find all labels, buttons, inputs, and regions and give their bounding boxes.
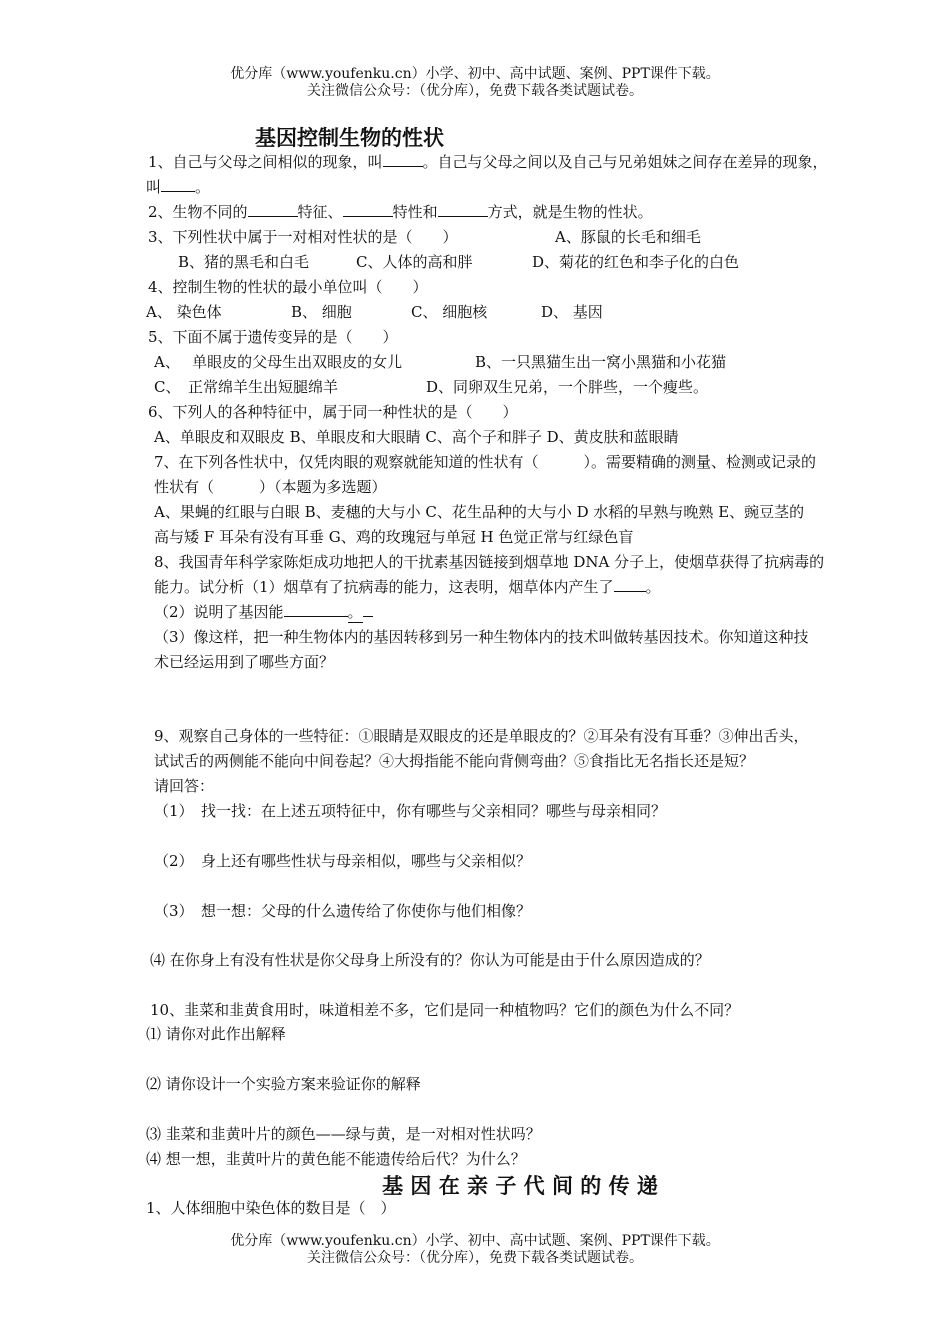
question-6-options: A、单眼皮和双眼皮 B、单眼皮和大眼睛 C、高个子和胖子 D、黄皮肤和蓝眼睛 [154,428,679,446]
question-1-line-2: 叫 。 [146,178,211,196]
question-8-line-1: 8、我国青年科学家陈炬成功地把人的干扰素基因链接到烟草地 DNA 分子上，使烟草获得了抗病毒的 [154,553,825,571]
question-5-option-a: A、 单眼皮的父母生出双眼皮的女儿 [154,353,403,371]
question-6-stem: 6、下列人的各种特征中，属于同一种性状的是（ ） [148,403,518,421]
question-5-option-d: D、同卵双生兄弟，一个胖些，一个瘦些。 [426,378,709,396]
page-header [0,66,950,100]
blank [383,152,423,167]
question-10-part-3: ⑶ 韭菜和韭黄叶片的颜色——绿与黄，是一对相对性状吗？ [146,1125,541,1143]
blank [438,202,488,217]
question-3-option-a: A、豚鼠的长毛和细毛 [555,228,701,246]
question-2: 2、生物不同的 特征、 特性和 方式，就是生物的性状。 [148,203,653,221]
question-8-line-2: 能力。试分析（1）烟草有了抗病毒的能力，这表明，烟草体内产生了 。 [154,578,661,596]
question-5-stem: 5、下面不属于遗传变异的是（ ） [148,328,398,346]
question-9-part-4: ⑷ 在你身上有没有性状是你父母身上所没有的？你认为可能是由于什么原因造成的？ [150,951,710,969]
blank [363,602,373,617]
question-4-option-b: B、 细胞 [291,303,352,321]
question-8-line-4: （3）像这样，把一种生物体内的基因转移到另一种生物体内的技术叫做转基因技术。你知道这种技 [154,628,809,646]
question-9-part-1: （1） 找一找：在上述五项特征中，你有哪些与父亲相同？哪些与母亲相同？ [154,802,667,820]
question-9-line-2: 试试舌的两侧能不能向中间卷起？④大拇指能不能向背侧弯曲？⑤食指比无名指长还是短？ [154,752,755,770]
question-9-part-3: （3） 想一想：父母的什么遗传给了你使你与他们相像？ [154,902,532,920]
page-footer [0,1233,950,1267]
blank [284,602,348,617]
question-5-option-b: B、一只黑猫生出一窝小黑猫和小花猫 [475,353,727,371]
question-4-option-a: A、 染色体 [146,303,222,321]
blank [161,177,195,192]
question-7-line-4: 高与矮 F 耳朵有没有耳垂 G、鸡的玫瑰冠与单冠 H 色觉正常与红绿色盲 [154,528,634,546]
header-line-2: 关注微信公众号：（优分库），免费下载各类试题试卷。 [307,83,643,99]
question-9-line-3: 请回答： [154,777,215,795]
question-10-stem: 10、韭菜和韭黄食用时，味道相差不多，它们是同一种植物吗？它们的颜色为什么不同？ [150,1001,740,1019]
question-10-part-2: ⑵ 请你设计一个实验方案来验证你的解释 [146,1075,421,1093]
question-9-line-1: 9、观察自己身体的一些特征：①眼睛是双眼皮的还是单眼皮的？②耳朵有没有耳垂？③伸出舌头， [154,727,809,745]
footer-line-2: 关注微信公众号：（优分库），免费下载各类试题试卷。 [307,1250,643,1266]
question-4-option-d: D、 基因 [541,303,603,321]
question-7-line-3: A、果蝇的红眼与白眼 B、麦穗的大与小 C、花生品种的大与小 D 水稻的早熟与晚熟 E、豌豆茎的 [154,503,805,521]
blank [343,202,393,217]
question-3-stem: 3、下列性状中属于一对相对性状的是（ ） [148,228,458,246]
question-4-option-c: C、 细胞核 [411,303,488,321]
section-title: 基因控制生物的性状 [255,126,444,150]
question-3-option-d: D、菊花的红色和李子化的白色 [532,253,740,271]
header-line-1: 优分库（www.youfenku.cn）小学、初中、高中试题、案例、PPT课件下载。 [230,66,720,82]
question-7-line-2: 性状有（ ）（本题为多选题） [154,478,387,496]
question-7-line-1: 7、在下列各性状中，仅凭肉眼的观察就能知道的性状有（ ）。需要精确的测量、检测或记录的 [154,453,817,471]
section-2-title: 基 因 在 亲 子 代 间 的 传 递 [382,1174,658,1198]
question-8-line-3: （2）说明了基因能 。 [154,602,373,623]
question-10-part-4: ⑷ 想一想，韭黄叶片的黄色能不能遗传给后代？为什么？ [146,1150,526,1168]
footer-line-1: 优分库（www.youfenku.cn）小学、初中、高中试题、案例、PPT课件下载。 [230,1233,720,1249]
question-10-part-1: ⑴ 请你对此作出解释 [146,1025,286,1043]
question-1-line-1: 1、自己与父母之间相似的现象，叫 。自己与父母之间以及自己与兄弟姐妹之间存在差异的现象， [148,153,828,171]
blank [614,577,646,592]
question-8-line-5: 术已经运用到了哪些方面？ [154,653,335,671]
question-5-option-c: C、 正常绵羊生出短腿绵羊 [154,378,338,396]
question-9-part-2: （2） 身上还有哪些性状与母亲相似，哪些与父亲相似？ [154,852,532,870]
blank [248,202,298,217]
section-2-question-1: 1、人体细胞中染色体的数目是（ ） [146,1199,396,1217]
question-4-stem: 4、控制生物的性状的最小单位叫（ ） [148,278,428,296]
question-3-option-c: C、人体的高和胖 [356,253,473,271]
question-3-option-b: B、猪的黑毛和白毛 [178,253,310,271]
